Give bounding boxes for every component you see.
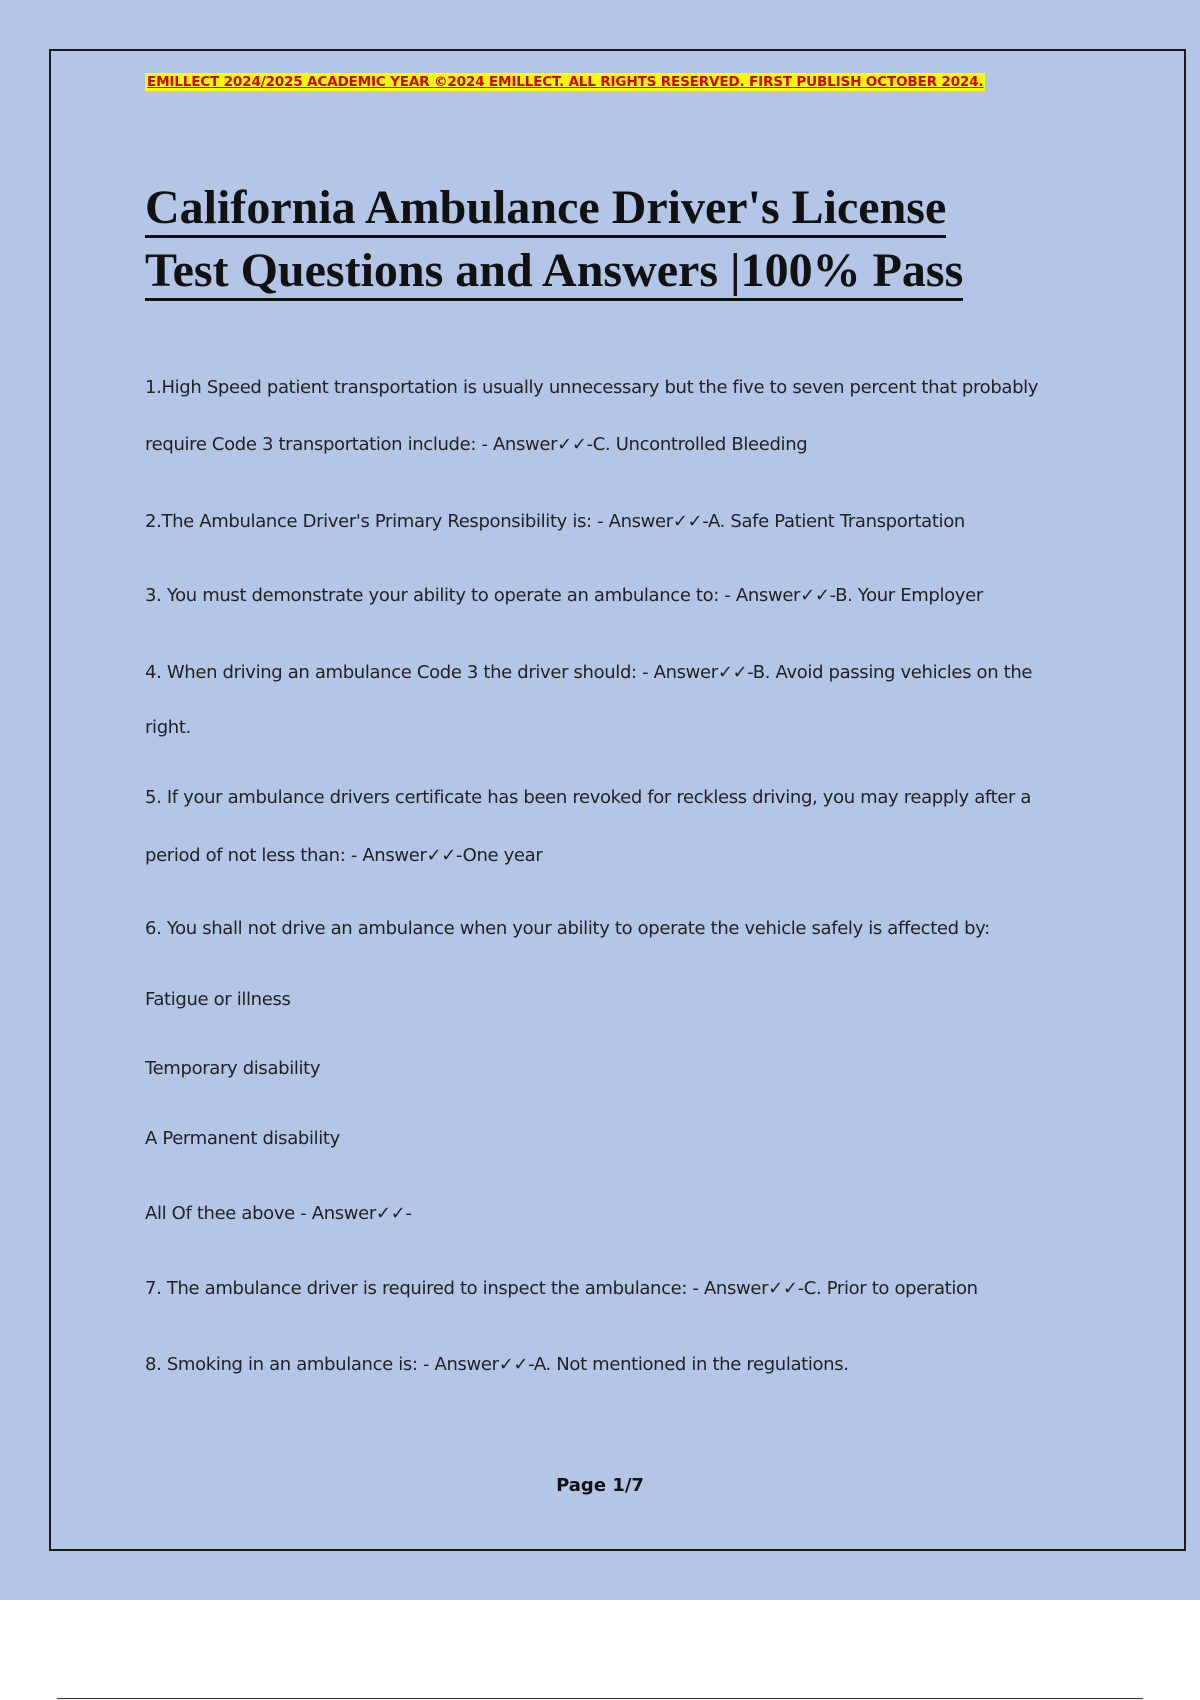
question-8-line-1: 8. Smoking in an ambulance is: - Answer✓✓-A. Not mentioned in the regulations. bbox=[145, 1354, 849, 1375]
question-5-line-2: period of not less than: - Answer✓✓-One year bbox=[145, 845, 543, 866]
question-5-line-1: 5. If your ambulance drivers certificate has been revoked for reckless driving, you may reapply after a bbox=[145, 787, 1032, 808]
question-4-line-2: right. bbox=[145, 717, 191, 738]
question-1-line-1: 1.High Speed patient transportation is usually unnecessary but the five to seven percent that probably bbox=[145, 377, 1039, 398]
question-6-option-1: Fatigue or illness bbox=[145, 989, 291, 1010]
question-6-line-1: 6. You shall not drive an ambulance when your ability to operate the vehicle safely is affected by: bbox=[145, 918, 990, 939]
question-4-line-1: 4. When driving an ambulance Code 3 the driver should: - Answer✓✓-B. Avoid passing vehicles on the bbox=[145, 662, 1033, 683]
page-number: Page 1/7 bbox=[556, 1475, 644, 1496]
question-3-line-1: 3. You must demonstrate your ability to operate an ambulance to: - Answer✓✓-B. Your Employer bbox=[145, 585, 983, 606]
question-7-line-1: 7. The ambulance driver is required to inspect the ambulance: - Answer✓✓-C. Prior to operation bbox=[145, 1278, 978, 1299]
copyright-banner: EMILLECT 2024/2025 ACADEMIC YEAR ©2024 EMILLECT. ALL RIGHTS RESERVED. FIRST PUBLISH OCTOBER 2024. bbox=[147, 74, 984, 90]
title-line-2: Test Questions and Answers |100% Pass bbox=[145, 244, 963, 301]
question-2-line-1: 2.The Ambulance Driver's Primary Responsibility is: - Answer✓✓-A. Safe Patient Transportation bbox=[145, 511, 965, 532]
question-1-line-2: require Code 3 transportation include: - Answer✓✓-C. Uncontrolled Bleeding bbox=[145, 434, 808, 455]
question-6-option-3: A Permanent disability bbox=[145, 1128, 340, 1149]
question-6-option-4: All Of thee above - Answer✓✓- bbox=[145, 1203, 412, 1224]
question-6-option-2: Temporary disability bbox=[145, 1058, 321, 1079]
footer-divider bbox=[57, 1698, 1143, 1699]
title-line-1: California Ambulance Driver's License bbox=[145, 181, 946, 238]
document-title bbox=[145, 176, 1085, 302]
